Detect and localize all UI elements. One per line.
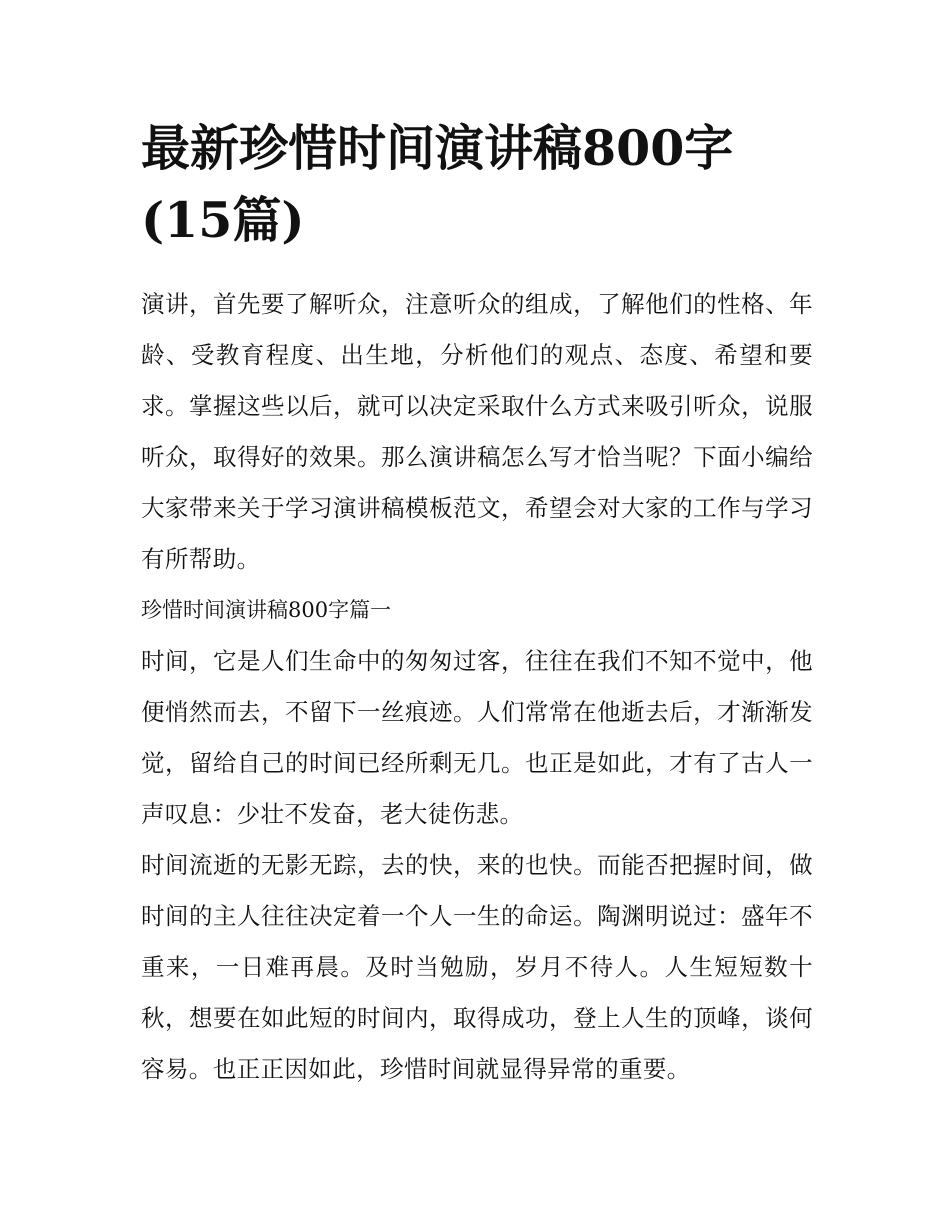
intro-paragraph: 演讲，首先要了解听众，注意听众的组成，了解他们的性格、年龄、受教育程度、出生地，分析他们的观点、态度、希望和要求。掌握这些以后，就可以决定采取什么方式来吸引听众，说服听众，取得好的效果。那么演讲稿怎么写才恰当呢？下面小编给大家带来关于学习演讲稿模板范文，希望会对大家的工作与学习有所帮助。 [141,290,813,573]
document-title: 最新珍惜时间演讲稿800字(15篇) [141,119,734,249]
body-paragraph-2: 时间流逝的无影无踪，去的快，来的也快。而能否把握时间，做时间的主人往往决定着一个人一生的命运。陶渊明说过：盛年不重来，一日难再晨。及时当勉励，岁月不待人。人生短短数十秋，想要在如此短的时间内，取得成功，登上人生的顶峰，谈何容易。也正正因如此，珍惜时间就显得异常的重要。 [141,851,813,1083]
document-page [141,112,813,1095]
document-body [141,279,813,1095]
body-paragraph-1: 时间，它是人们生命中的匆匆过客，往往在我们不知不觉中，他便悄然而去，不留下一丝痕迹。人们常常在他逝去后，才渐渐发觉，留给自己的时间已经所剩无几。也正是如此，才有了古人一声叹息：少壮不发奋，老大徒伤悲。 [141,647,813,828]
section-heading: 珍惜时间演讲稿800字篇一 [141,598,392,622]
